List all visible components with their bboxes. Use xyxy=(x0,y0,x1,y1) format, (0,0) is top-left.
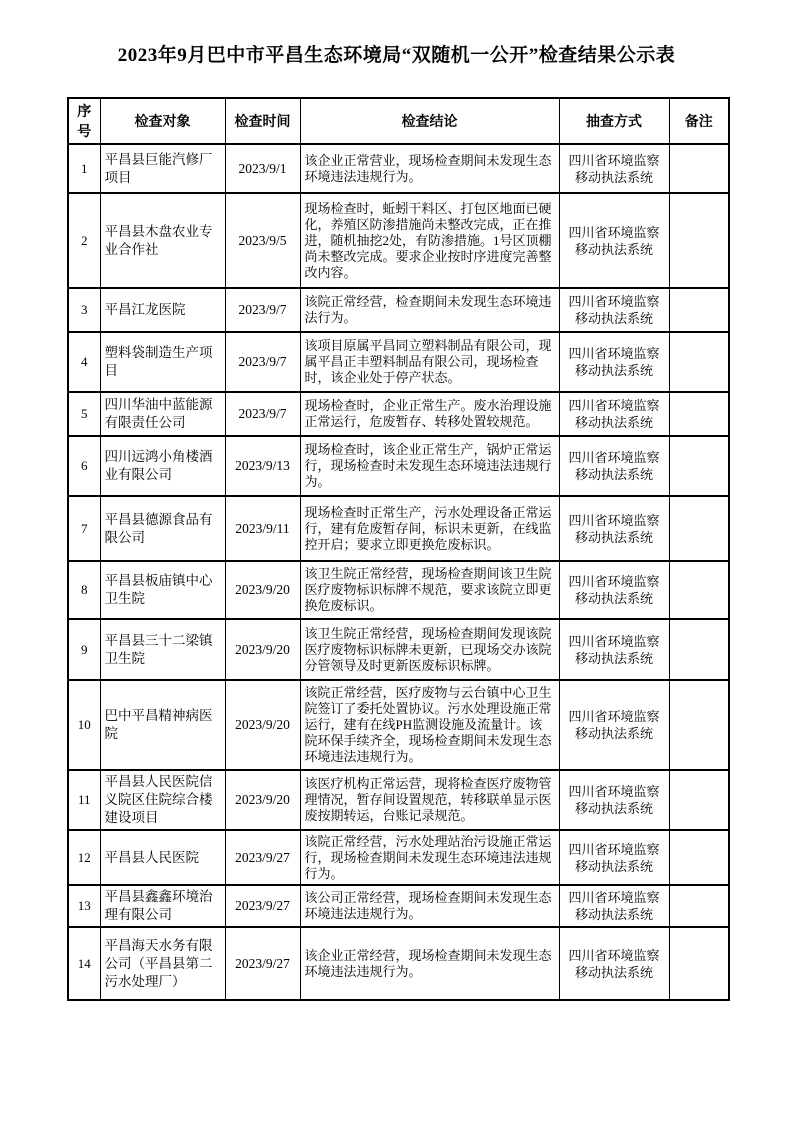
cell-inspection-time: 2023/9/27 xyxy=(225,927,300,1000)
cell-inspection-conclusion: 该院正常经营，检查期间未发现生态环境违法行为。 xyxy=(300,288,559,332)
cell-sampling-method: 四川省环境监察移动执法系统 xyxy=(559,680,669,770)
cell-inspection-target: 塑料袋制造生产项目 xyxy=(100,332,225,392)
cell-serial-number: 2 xyxy=(68,193,100,288)
cell-inspection-target: 巴中平昌精神病医院 xyxy=(100,680,225,770)
cell-inspection-conclusion: 该项目原属平昌同立塑料制品有限公司，现属平昌正丰塑料制品有限公司，现场检查时，该企业处于停产状态。 xyxy=(300,332,559,392)
cell-serial-number: 11 xyxy=(68,770,100,830)
cell-inspection-time: 2023/9/7 xyxy=(225,288,300,332)
cell-remark xyxy=(669,496,729,561)
cell-serial-number: 7 xyxy=(68,496,100,561)
cell-inspection-target: 平昌县巨能汽修厂项目 xyxy=(100,144,225,193)
cell-inspection-target: 四川华油中蓝能源有限责任公司 xyxy=(100,392,225,436)
header-sampling-method: 抽查方式 xyxy=(559,98,669,144)
table-row xyxy=(68,332,729,392)
cell-remark xyxy=(669,332,729,392)
cell-sampling-method: 四川省环境监察移动执法系统 xyxy=(559,619,669,680)
cell-inspection-time: 2023/9/13 xyxy=(225,436,300,496)
cell-serial-number: 13 xyxy=(68,885,100,927)
cell-inspection-target: 平昌县德源食品有限公司 xyxy=(100,496,225,561)
header-inspection-conclusion: 检查结论 xyxy=(300,98,559,144)
inspection-results-table xyxy=(67,97,730,1001)
table-row xyxy=(68,770,729,830)
cell-inspection-conclusion: 该院正常经营，医疗废物与云台镇中心卫生院签订了委托处置协议。污水处理设施正常运行，建有在线PH监测设施及流量计。该院环保手续齐全，现场检查期间未发现生态环境违法违规行为。 xyxy=(300,680,559,770)
cell-remark xyxy=(669,830,729,885)
cell-inspection-time: 2023/9/27 xyxy=(225,830,300,885)
cell-serial-number: 12 xyxy=(68,830,100,885)
cell-remark xyxy=(669,561,729,619)
cell-inspection-conclusion: 现场检查时，该企业正常生产，锅炉正常运行，现场检查时未发现生态环境违法违规行为。 xyxy=(300,436,559,496)
table-row xyxy=(68,680,729,770)
cell-inspection-conclusion: 该企业正常营业，现场检查期间未发现生态环境违法违规行为。 xyxy=(300,144,559,193)
header-inspection-target: 检查对象 xyxy=(100,98,225,144)
cell-serial-number: 10 xyxy=(68,680,100,770)
cell-remark xyxy=(669,680,729,770)
cell-remark xyxy=(669,927,729,1000)
cell-sampling-method: 四川省环境监察移动执法系统 xyxy=(559,392,669,436)
cell-serial-number: 3 xyxy=(68,288,100,332)
cell-serial-number: 1 xyxy=(68,144,100,193)
cell-sampling-method: 四川省环境监察移动执法系统 xyxy=(559,144,669,193)
cell-inspection-target: 平昌江龙医院 xyxy=(100,288,225,332)
cell-serial-number: 6 xyxy=(68,436,100,496)
cell-inspection-time: 2023/9/7 xyxy=(225,392,300,436)
cell-inspection-time: 2023/9/20 xyxy=(225,619,300,680)
page-title: 2023年9月巴中市平昌生态环境局“双随机一公开”检查结果公示表 xyxy=(117,45,676,66)
cell-inspection-conclusion: 该院正常经营，污水处理站治污设施正常运行，现场检查期间未发现生态环境违法违规行为。 xyxy=(300,830,559,885)
cell-sampling-method: 四川省环境监察移动执法系统 xyxy=(559,927,669,1000)
cell-serial-number: 5 xyxy=(68,392,100,436)
cell-inspection-time: 2023/9/5 xyxy=(225,193,300,288)
table-body xyxy=(68,144,729,1000)
cell-remark xyxy=(669,770,729,830)
cell-inspection-conclusion: 该卫生院正常经营，现场检查期间发现该院医疗废物标识标牌未更新，已现场交办该院分管领导及时更新医废标识标牌。 xyxy=(300,619,559,680)
cell-remark xyxy=(669,288,729,332)
cell-sampling-method: 四川省环境监察移动执法系统 xyxy=(559,561,669,619)
table-row xyxy=(68,830,729,885)
table-row xyxy=(68,392,729,436)
cell-inspection-time: 2023/9/11 xyxy=(225,496,300,561)
cell-remark xyxy=(669,619,729,680)
cell-inspection-target: 平昌县三十二梁镇卫生院 xyxy=(100,619,225,680)
header-remark: 备注 xyxy=(669,98,729,144)
cell-inspection-conclusion: 该公司正常经营，现场检查期间未发现生态环境违法违规行为。 xyxy=(300,885,559,927)
cell-inspection-target: 平昌县人民医院信义院区住院综合楼建设项目 xyxy=(100,770,225,830)
cell-inspection-conclusion: 该企业正常经营，现场检查期间未发现生态环境违法违规行为。 xyxy=(300,927,559,1000)
cell-sampling-method: 四川省环境监察移动执法系统 xyxy=(559,436,669,496)
table-row xyxy=(68,561,729,619)
cell-inspection-target: 四川远鸿小角楼酒业有限公司 xyxy=(100,436,225,496)
table-row xyxy=(68,436,729,496)
cell-remark xyxy=(669,193,729,288)
cell-inspection-conclusion: 该卫生院正常经营，现场检查期间该卫生院医疗废物标识标牌不规范，要求该院立即更换危废标识。 xyxy=(300,561,559,619)
table-row xyxy=(68,885,729,927)
cell-remark xyxy=(669,144,729,193)
cell-inspection-conclusion: 现场检查时，企业正常生产。废水治理设施正常运行，危废暂存、转移处置较规范。 xyxy=(300,392,559,436)
cell-serial-number: 14 xyxy=(68,927,100,1000)
cell-inspection-time: 2023/9/27 xyxy=(225,885,300,927)
table-header-row xyxy=(68,98,729,144)
cell-inspection-target: 平昌海天水务有限公司（平昌县第二污水处理厂） xyxy=(100,927,225,1000)
cell-inspection-time: 2023/9/7 xyxy=(225,332,300,392)
cell-inspection-time: 2023/9/20 xyxy=(225,680,300,770)
table-row xyxy=(68,144,729,193)
cell-sampling-method: 四川省环境监察移动执法系统 xyxy=(559,332,669,392)
header-serial-number: 序号 xyxy=(68,98,100,144)
cell-serial-number: 9 xyxy=(68,619,100,680)
table-row xyxy=(68,496,729,561)
cell-sampling-method: 四川省环境监察移动执法系统 xyxy=(559,885,669,927)
cell-inspection-target: 平昌县鑫鑫环境治理有限公司 xyxy=(100,885,225,927)
table-row xyxy=(68,193,729,288)
cell-inspection-target: 平昌县木盘农业专业合作社 xyxy=(100,193,225,288)
cell-inspection-time: 2023/9/1 xyxy=(225,144,300,193)
cell-remark xyxy=(669,392,729,436)
cell-sampling-method: 四川省环境监察移动执法系统 xyxy=(559,770,669,830)
cell-inspection-conclusion: 现场检查时正常生产，污水处理设备正常运行，建有危废暂存间，标识未更新，在线监控开启；要求立即更换危废标识。 xyxy=(300,496,559,561)
table-row xyxy=(68,288,729,332)
cell-sampling-method: 四川省环境监察移动执法系统 xyxy=(559,496,669,561)
cell-sampling-method: 四川省环境监察移动执法系统 xyxy=(559,830,669,885)
cell-sampling-method: 四川省环境监察移动执法系统 xyxy=(559,193,669,288)
cell-sampling-method: 四川省环境监察移动执法系统 xyxy=(559,288,669,332)
cell-serial-number: 8 xyxy=(68,561,100,619)
table-row xyxy=(68,619,729,680)
cell-inspection-time: 2023/9/20 xyxy=(225,770,300,830)
cell-inspection-conclusion: 该医疗机构正常运营，现将检查医疗废物管理情况，暂存间设置规范，转移联单显示医废按期转运，台账记录规范。 xyxy=(300,770,559,830)
table-row xyxy=(68,927,729,1000)
cell-serial-number: 4 xyxy=(68,332,100,392)
cell-remark xyxy=(669,436,729,496)
cell-inspection-target: 平昌县板庙镇中心卫生院 xyxy=(100,561,225,619)
cell-inspection-time: 2023/9/20 xyxy=(225,561,300,619)
cell-remark xyxy=(669,885,729,927)
cell-inspection-conclusion: 现场检查时，蚯蚓干料区、打包区地面已硬化，养殖区防渗措施尚未整改完成，正在推进，随机抽挖2处，有防渗措施。1号区顶棚尚未整改完成。要求企业按时序进度完善整改内容。 xyxy=(300,193,559,288)
cell-inspection-target: 平昌县人民医院 xyxy=(100,830,225,885)
header-inspection-time: 检查时间 xyxy=(225,98,300,144)
